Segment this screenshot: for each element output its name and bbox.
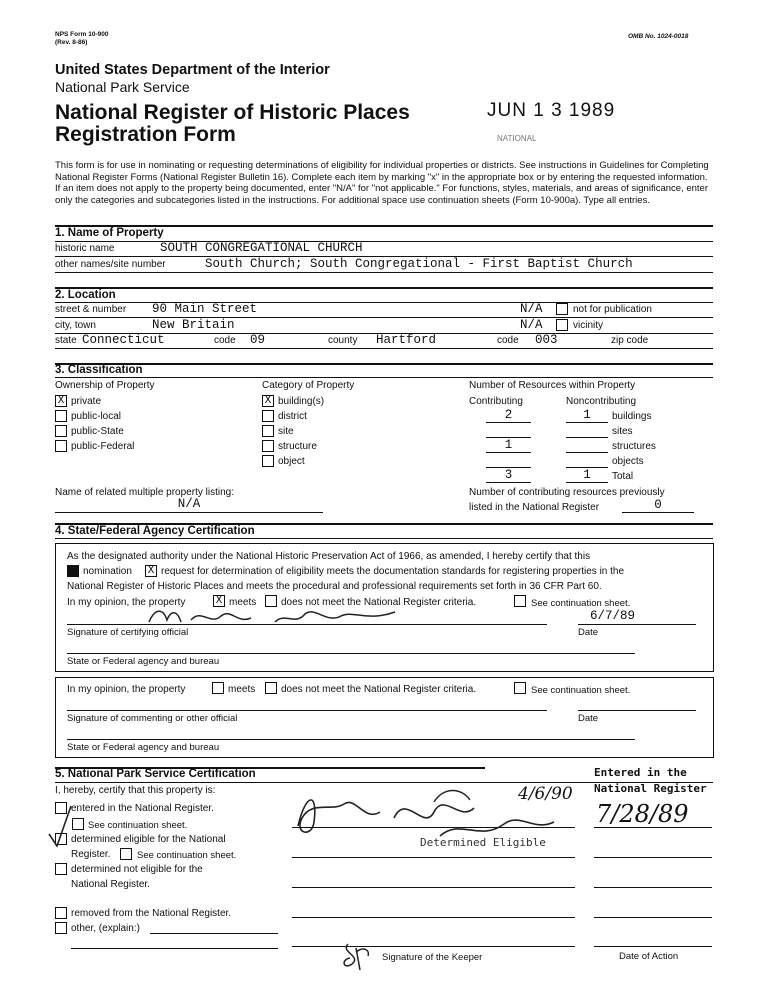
meets-checkbox[interactable]: X [213,595,225,607]
contrib-objects [486,453,531,468]
vicinity-label: vicinity [573,320,604,331]
ownership-private-checkbox[interactable]: X [55,395,67,407]
category-structure-checkbox[interactable] [262,440,274,452]
see-continuation-label: See continuation sheet. [531,598,631,609]
entered-stamp-line1: Entered in the [594,766,687,779]
not-for-publication-na: N/A [520,302,543,316]
for-initials-mark [338,938,374,978]
entered-stamp-line2: National Register [594,782,707,795]
does-not-meet-checkbox-2[interactable] [265,682,277,694]
see-continuation-label-3: See continuation sheet. [88,820,188,831]
vicinity-checkbox[interactable] [556,319,568,331]
state-code-value: 09 [250,333,266,347]
certification-date-value: 6/7/89 [590,609,636,623]
ownership-public-state-checkbox[interactable] [55,425,67,437]
opinion-label: In my opinion, the property [67,597,186,608]
ownership-public-local-label: public-local [71,411,122,422]
nomination-label: nomination [83,566,132,577]
see-continuation-label-2: See continuation sheet. [531,685,631,696]
zip-code-label: zip code [611,335,649,346]
agency-bureau-label-2: State or Federal agency and bureau [67,742,220,753]
commenting-signature-label: Signature of commenting or other official [67,713,238,724]
ownership-heading: Ownership of Property [55,380,155,391]
street-value: 90 Main Street [152,302,258,316]
contributing-heading: Contributing [469,396,523,407]
received-date-stamp: JUN 1 3 1989 [487,100,616,121]
noncontrib-objects [566,453,608,468]
section-4-heading: 4. State/Federal Agency Certification [55,525,255,537]
related-listing-label: Name of related multiple property listing: [55,487,234,498]
category-district-checkbox[interactable] [262,410,274,422]
previously-listed-label-1: Number of contributing resources previously [469,487,665,498]
state-code-label: code [214,335,236,346]
ownership-public-local-checkbox[interactable] [55,410,67,422]
service-name: National Park Service [55,79,190,95]
category-buildings-label: building(s) [278,396,325,407]
category-district-label: district [278,411,307,422]
see-continuation-checkbox-4[interactable] [120,848,132,860]
entered-handwritten-date: 7/28/89 [596,800,689,828]
section-5-heading: 5. National Park Service Certification [55,768,256,780]
see-continuation-label-4: See continuation sheet. [137,850,237,861]
res-structures-label: structures [612,441,656,452]
opinion-label-2: In my opinion, the property [67,684,186,695]
determined-eligible-stamp: Determined Eligible [420,836,546,849]
cert-paragraph-line3: National Register of Historic Places and meets the procedural and professional requirements set forth in 36 CFR Part 60. [67,581,602,592]
certification-date-label: Date [578,627,599,638]
ownership-public-federal-checkbox[interactable] [55,440,67,452]
vicinity-na: N/A [520,318,543,332]
other-names-label: other names/site number [55,259,166,270]
keeper-signature-label: Signature of the Keeper [382,952,483,963]
other-names-value: South Church; South Congregational - First Baptist Church [205,257,633,271]
noncontrib-structures [566,438,608,453]
determination-request-checkbox[interactable]: X [145,565,157,577]
city-label: city, town [55,320,96,331]
noncontrib-sites [566,423,608,438]
county-label: county [328,335,358,346]
keeper-handwritten-date: 4/6/90 [518,784,573,804]
county-code-label: code [497,335,519,346]
state-label: state [55,335,77,346]
determined-not-eligible-checkbox[interactable] [55,863,67,875]
received-stamp-text: NATIONAL [497,134,537,143]
previously-listed-value: 0 [622,498,694,513]
noncontrib-buildings: 1 [566,408,608,423]
contrib-buildings: 2 [486,408,531,423]
related-listing-value: N/A [55,497,323,513]
section-1-heading: 1. Name of Property [55,227,164,239]
resources-heading: Number of Resources within Property [469,380,636,391]
res-sites-label: sites [612,426,633,437]
category-site-checkbox[interactable] [262,425,274,437]
res-buildings-label: buildings [612,411,652,422]
see-continuation-checkbox[interactable] [514,595,526,607]
contrib-total: 3 [486,468,531,483]
not-for-publication-checkbox[interactable] [556,303,568,315]
res-objects-label: objects [612,456,644,467]
historic-name-label: historic name [55,243,115,254]
nps-cert-intro: I, hereby, certify that this property is: [55,785,216,796]
meets-label-2: meets [228,684,256,695]
determined-not-eligible-label-2: National Register. [71,879,150,890]
cert-paragraph-line2: request for determination of eligibility meets the documentation standards for registering properties in the [161,566,625,577]
see-continuation-checkbox-2[interactable] [514,682,526,694]
other-checkbox[interactable] [55,922,67,934]
entered-label: entered in the National Register. [71,803,214,814]
category-object-checkbox[interactable] [262,455,274,467]
form-number: NPS Form 10-900 [55,31,109,38]
does-not-meet-label-2: does not meet the National Register criteria. [281,684,477,695]
ownership-public-federal-label: public-Federal [71,441,135,452]
county-value: Hartford [376,333,437,347]
state-value: Connecticut [82,333,165,347]
category-heading: Category of Property [262,380,355,391]
previously-listed-label-2: listed in the National Register [469,502,600,513]
form-revision: (Rev. 8-86) [55,39,88,46]
meets-checkbox-2[interactable] [212,682,224,694]
noncontrib-total: 1 [566,468,608,483]
meets-label: meets [229,597,257,608]
removed-checkbox[interactable] [55,907,67,919]
form-title-line2: Registration Form [55,123,236,146]
ownership-public-state-label: public-State [71,426,124,437]
res-total-label: Total [612,471,634,482]
ownership-private-label: private [71,396,102,407]
city-value: New Britain [152,318,235,332]
section-3-heading: 3. Classification [55,364,143,376]
historic-name-value: SOUTH CONGREGATIONAL CHURCH [160,241,363,255]
determined-eligible-label-2: Register. [71,849,111,860]
commenting-date-label: Date [578,713,599,724]
not-for-publication-label: not for publication [573,304,652,315]
department-name: United States Department of the Interior [55,62,330,78]
instructions-paragraph: This form is for use in nominating or requesting determinations of eligibility for individual properties or districts. See instructions in Guidelines for Completing National Register Forms (National Register Bulletin 16). Complete each item by marking "x" in the appropriate box or by entering the requested information. If an item does not apply to the property being documented, enter "N/A" for "not applicable." For functions, styles, materials, and areas of significance, enter only the categories and subcategories listed in the instructions. For additional space use continuation sheets (Form 10-900a). Type all entries. [55,160,709,206]
nomination-checkbox[interactable] [67,565,79,577]
contrib-sites [486,423,531,438]
determined-not-eligible-label-1: determined not eligible for the [71,864,203,875]
county-code-value: 003 [535,333,558,347]
removed-label: removed from the National Register. [71,908,232,919]
omb-number: OMB No. 1024-0018 [628,33,689,40]
section-2-heading: 2. Location [55,289,116,301]
agency-bureau-label: State or Federal agency and bureau [67,656,220,667]
contrib-structures: 1 [486,438,531,453]
street-label: street & number [55,304,127,315]
cert-paragraph-line1: As the designated authority under the National Historic Preservation Act of 1966, as amended, I hereby certify that this [67,551,591,562]
form-title-line1: National Register of Historic Places [55,101,410,124]
certifying-signature-label: Signature of certifying official [67,627,189,638]
noncontributing-heading: Noncontributing [566,396,637,407]
determined-eligible-label-1: determined eligible for the National [71,834,226,845]
does-not-meet-label: does not meet the National Register criteria. [281,597,477,608]
category-site-label: site [278,426,294,437]
category-object-label: object [278,456,305,467]
date-of-action-label: Date of Action [619,951,679,962]
category-structure-label: structure [278,441,317,452]
category-buildings-checkbox[interactable]: X [262,395,274,407]
other-label: other, (explain:) [71,923,140,934]
